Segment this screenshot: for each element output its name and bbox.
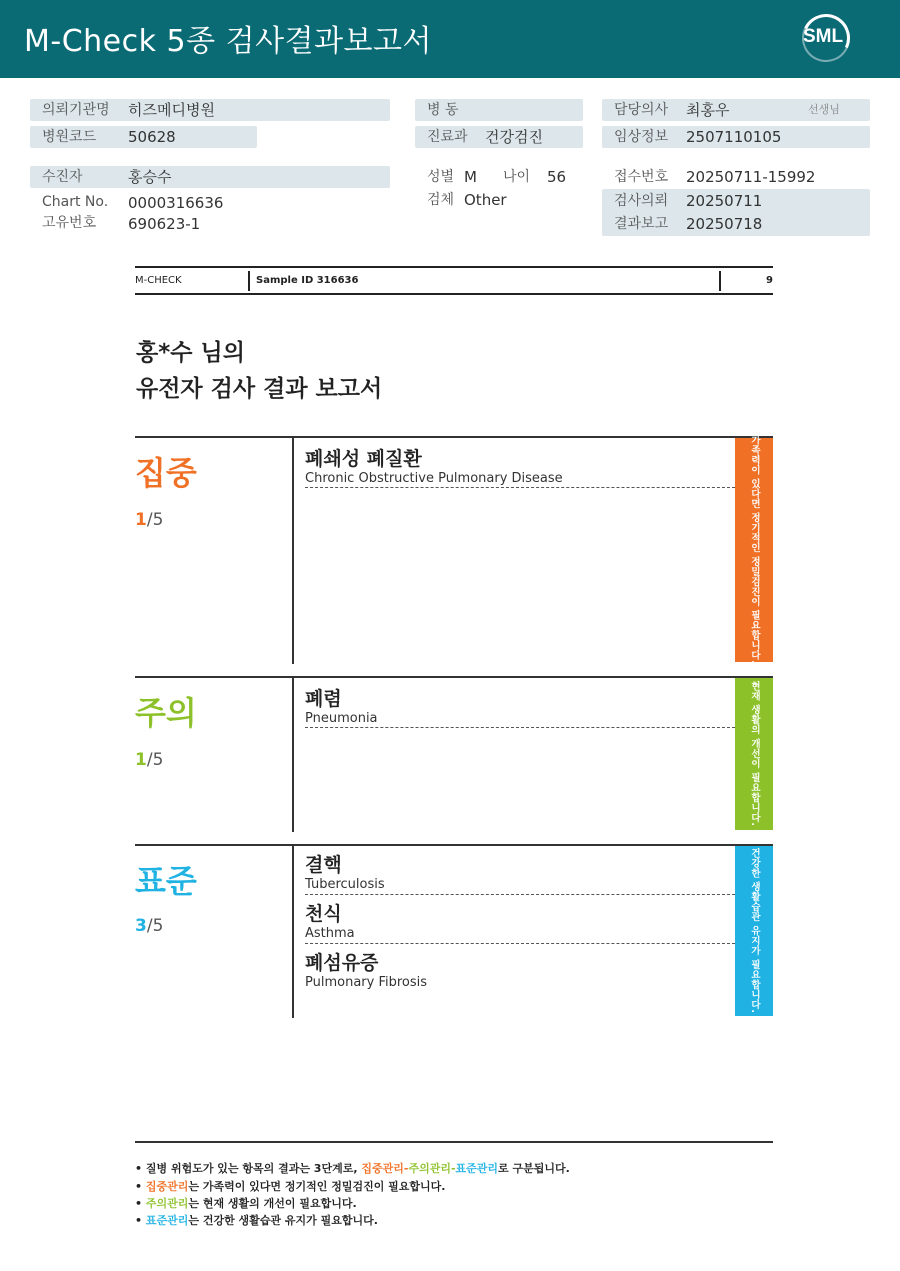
header-bar xyxy=(0,0,900,78)
footer-focus-key: 집중관리 xyxy=(361,1162,404,1175)
footer-note-3: • 주의관리는 현재 생활의 개선이 필요합니다. xyxy=(135,1197,357,1210)
section-standard-count xyxy=(135,916,163,936)
report-title-line2: 유전자 검사 결과 보고서 xyxy=(136,376,383,402)
doctor-field xyxy=(602,99,870,121)
clinical-info-field xyxy=(602,126,870,148)
patient-field xyxy=(30,166,390,188)
sample-bar-divider xyxy=(719,271,721,291)
ward-label: 병 동 xyxy=(427,102,459,118)
department-label: 진료과 xyxy=(427,129,468,145)
footer-note-2: • 집중관리는 가족력이 있다면 정기적인 정밀검진이 필요합니다. xyxy=(135,1180,446,1193)
receipt-no-label: 접수번호 xyxy=(614,169,669,185)
disease-item xyxy=(305,899,735,944)
patient-value: 홍승수 xyxy=(128,168,172,186)
footer-note-2-text: 는 가족력이 있다면 정기적인 정밀검진이 필요합니다. xyxy=(188,1180,446,1193)
section-caution-band xyxy=(735,678,773,830)
result-date-label: 결과보고 xyxy=(614,216,669,232)
section-focus-band-text: 가족력이 있다면 정기적인 정밀검진이 필요합니다. xyxy=(749,435,760,665)
sample-bar-product: M-CHECK xyxy=(135,275,182,286)
section-divider xyxy=(292,438,294,664)
sample-id: Sample ID 316636 xyxy=(256,275,359,286)
disease-name-ko: 천식 xyxy=(305,903,342,925)
unique-id-label: 고유번호 xyxy=(42,215,97,231)
section-caution xyxy=(135,676,773,830)
disease-item xyxy=(305,850,735,895)
hospital-value: 히즈메디병원 xyxy=(128,101,215,119)
chart-no-label: Chart No. xyxy=(42,194,109,210)
disease-name-ko: 폐섬유증 xyxy=(305,952,379,974)
section-standard-band xyxy=(735,846,773,1016)
sample-bar xyxy=(135,266,773,295)
footer-focus-key: 집중관리 xyxy=(145,1180,189,1193)
hospital-code-field xyxy=(30,126,257,148)
specimen-field xyxy=(415,189,583,211)
section-standard-title: 표준 xyxy=(135,862,197,900)
footer-note-4: • 표준관리는 건강한 생활습관 유지가 필요합니다. xyxy=(135,1214,378,1227)
sex-age-field xyxy=(415,166,583,188)
disease-name-en: Chronic Obstructive Pulmonary Disease xyxy=(305,471,563,486)
specimen-label: 검체 xyxy=(427,192,455,208)
clinical-info-label: 임상정보 xyxy=(614,129,669,145)
footer-dash: - xyxy=(450,1162,456,1175)
section-standard xyxy=(135,844,773,1016)
doctor-suffix: 선생님 xyxy=(808,103,840,116)
clinical-info-value: 2507110105 xyxy=(686,128,782,146)
department-field xyxy=(415,126,583,148)
age-label: 나이 xyxy=(503,169,531,185)
footer-caution-key: 주의관리 xyxy=(145,1197,189,1210)
request-date-value: 20250711 xyxy=(686,192,763,210)
footer-divider xyxy=(135,1141,773,1143)
section-divider xyxy=(292,846,294,1018)
footer-note-3-text: 는 현재 생활의 개선이 필요합니다. xyxy=(188,1197,357,1210)
disease-name-en: Tuberculosis xyxy=(305,877,385,892)
section-focus-title: 집중 xyxy=(135,454,197,492)
sml-logo xyxy=(798,12,854,66)
receipt-no-value: 20250711-15992 xyxy=(686,168,816,186)
disease-name-ko: 폐렴 xyxy=(305,688,342,710)
section-focus-count-total: /5 xyxy=(146,510,164,530)
section-focus-count-value: 1 xyxy=(135,510,147,530)
footer-note-4-text: 는 건강한 생활습관 유지가 필요합니다. xyxy=(188,1214,378,1227)
footer-note-1: • 질병 위험도가 있는 항목의 결과는 3단계로, 집중관리-주의관리-표준관리로 구분됩니다. xyxy=(135,1162,570,1175)
footer-standard-key: 표준관리 xyxy=(145,1214,189,1227)
footer-note-1-text: 질병 위험도가 있는 항목의 결과는 3단계로, xyxy=(145,1162,358,1175)
report-header-title: M-Check 5종 검사결과보고서 xyxy=(24,24,432,59)
section-caution-count-value: 1 xyxy=(135,750,147,770)
request-date-label: 검사의뢰 xyxy=(614,193,669,209)
disease-name-ko: 결핵 xyxy=(305,854,342,876)
patient-label: 수진자 xyxy=(42,169,83,185)
ward-field xyxy=(415,99,583,121)
hospital-code-value: 50628 xyxy=(128,128,176,146)
specimen-value: Other xyxy=(464,191,507,209)
section-divider xyxy=(292,678,294,832)
sex-value: M xyxy=(464,168,477,186)
doctor-label: 담당의사 xyxy=(614,102,669,118)
disease-name-en: Pneumonia xyxy=(305,711,378,726)
page-number: 9 xyxy=(766,275,773,286)
disease-item xyxy=(305,684,735,728)
disease-item xyxy=(305,444,735,488)
hospital-code-label: 병원코드 xyxy=(42,129,97,145)
doctor-value: 최홍우 xyxy=(686,101,730,119)
sample-bar-divider xyxy=(248,271,250,291)
hospital-field xyxy=(30,99,390,121)
section-caution-count xyxy=(135,750,163,770)
footer-standard-key: 표준관리 xyxy=(455,1162,499,1175)
disease-name-en: Pulmonary Fibrosis xyxy=(305,975,428,990)
section-caution-band-text: 현재 생활의 개선이 필요합니다. xyxy=(749,681,760,827)
department-value: 건강검진 xyxy=(485,128,543,146)
footer-caution-key: 주의관리 xyxy=(408,1162,451,1175)
sex-label: 성별 xyxy=(427,169,455,185)
section-standard-count-total: /5 xyxy=(146,916,164,936)
disease-item xyxy=(305,948,735,993)
section-standard-band-text: 건강한 생활습관 유지가 필요합니다. xyxy=(749,848,760,1014)
unique-id-value: 690623-1 xyxy=(128,215,201,233)
logo-text: SML xyxy=(803,26,844,47)
footer-dash: - xyxy=(403,1162,409,1175)
section-caution-title: 주의 xyxy=(135,694,197,732)
unique-id-field xyxy=(30,212,390,234)
date-fields xyxy=(602,189,870,236)
section-focus-band xyxy=(735,435,773,665)
disease-name-en: Asthma xyxy=(305,926,355,941)
hospital-label: 의뢰기관명 xyxy=(42,102,110,118)
section-standard-count-value: 3 xyxy=(135,916,147,936)
chart-no-value: 0000316636 xyxy=(128,194,224,212)
report-title-line1: 홍*수 님의 xyxy=(136,340,245,366)
chart-no-field xyxy=(30,191,390,213)
receipt-no-field xyxy=(602,166,870,188)
disease-name-ko: 폐쇄성 폐질환 xyxy=(305,448,422,470)
result-date-value: 20250718 xyxy=(686,215,763,233)
age-value: 56 xyxy=(547,168,567,186)
section-focus xyxy=(135,435,773,665)
section-focus-count xyxy=(135,510,163,530)
footer-note-1-end: 로 구분됩니다. xyxy=(498,1162,570,1175)
section-caution-count-total: /5 xyxy=(146,750,164,770)
